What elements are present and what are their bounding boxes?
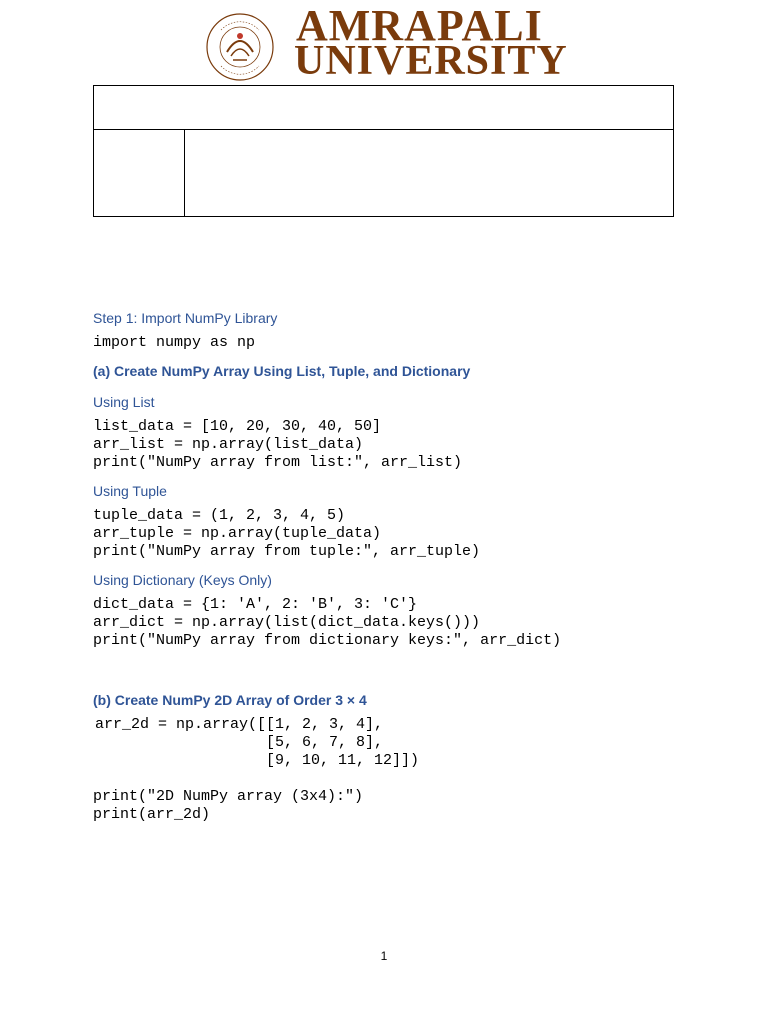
using-list-heading: Using List [93, 394, 155, 410]
array-2d-code-block: arr_2d = np.array([[1, 2, 3, 4], [5, 6, 7, 8], [9, 10, 11, 12]]) [95, 716, 420, 769]
seal-icon [205, 12, 275, 82]
info-table-header-row [94, 86, 673, 130]
tuple-code-block: tuple_data = (1, 2, 3, 4, 5) arr_tuple = np.array(tuple_data) print("NumPy array from tuple:", arr_tuple) [93, 507, 481, 560]
university-seal-logo [205, 12, 275, 82]
dict-code-block: dict_data = {1: 'A', 2: 'B', 3: 'C'} arr_dict = np.array(list(dict_data.keys())) print("NumPy array from dictionary keys:", arr_dict) [93, 596, 562, 649]
print-2d-code-block: print("2D NumPy array (3x4):") print(arr_2d) [93, 788, 364, 823]
section-a-heading: (a) Create NumPy Array Using List, Tuple, and Dictionary [93, 363, 471, 379]
section-b-heading: (b) Create NumPy 2D Array of Order 3 × 4 [93, 692, 367, 708]
step1-heading: Step 1: Import NumPy Library [93, 310, 278, 326]
list-code-block: list_data = [10, 20, 30, 40, 50] arr_list = np.array(list_data) print("NumPy array from list:", arr_list) [93, 418, 463, 471]
page-number: 1 [380, 949, 388, 963]
step1-code: import numpy as np [93, 334, 256, 351]
using-dict-heading: Using Dictionary (Keys Only) [93, 572, 272, 588]
university-name-line1: AMRAPALI [296, 1, 543, 50]
info-table-left-cell [94, 130, 185, 217]
university-name-line2: UNIVERSITY [294, 38, 568, 84]
using-tuple-heading: Using Tuple [93, 483, 167, 499]
info-table [93, 85, 674, 217]
